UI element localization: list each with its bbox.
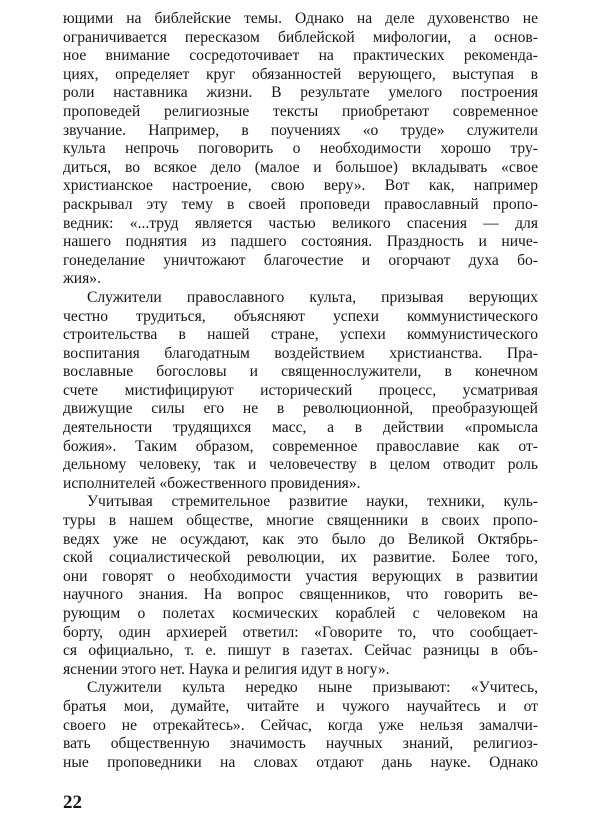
text-line: Служители православного культа, призывая верующих [87,288,538,306]
text-line: ограничивается пересказом библейской мифологии, а основ- [63,28,538,46]
text-line: нашего поднятия из падшего состояния. Праздность и ниче- [63,233,538,251]
text-line: христианское настроение, свою веру». Вот как, например [63,177,538,195]
text-line: Учитывая стремительное развитие науки, техники, куль- [87,493,538,511]
text-line: воспитания благодатным воздействием христианства. Пра- [63,344,538,362]
text-line: деятельности трудящихся масс, а в действии «промысла [63,419,538,437]
text-line: диться, во всякое дело (малое и большое) вкладывать «свое [63,158,538,176]
text-line: дельному человеку, так и человечеству в целом отводит роль [63,456,538,474]
text-line: братья мои, думайте, читайте и чужого научайтесь и от [63,697,538,715]
text-line: ведник: «...труд является частью великого спасения — для [63,214,538,232]
text-line: ведях уже не осуждают, как это было до Великой Октябрь- [63,530,538,548]
text-line: вать общественную значимость научных знаний, религиоз- [63,735,538,753]
paragraph [63,10,538,289]
page-number: 22 [63,792,82,813]
text-line: они говорят о необходимости участия верующих в развитии [63,567,538,585]
text-line: яснении этого нет. Наука и религия идут в ногу». [63,660,390,678]
text-line: туры в нашем обществе, многие священники в своих пропо- [63,512,538,530]
text-line: звучание. Например, в поучениях «о труде» служители [63,121,538,139]
text-line: гонеделание уничтожают благочестие и огорчают духа бо- [63,251,538,269]
text-line: счете мистифицируют исторический процесс, усматривая [63,381,538,399]
text-line: ное внимание сосредоточивает на практических рекоменда- [63,47,538,65]
text-line: ющими на библейские темы. Однако на деле духовенство не [63,10,538,27]
text-line: исполнителей «божественного провидения». [63,474,361,492]
text-line: культа непрочь поговорить о необходимости хорошо тру- [63,140,538,158]
text-line: вославные богословы и священнослужители, в конечном [63,363,538,381]
text-line: божия». Таким образом, современное православие как от- [63,437,538,455]
paragraph [63,289,538,494]
text-line: ные проповедники на словах отдают дань науке. Однако [63,753,538,771]
text-line: ся официально, т. е. пишут в газетах. Сейчас разницы в объ- [63,642,538,660]
paragraph [63,493,538,679]
text-line: борту, один архиерей ответил: «Говорите то, что сообщает- [63,623,538,641]
page-body [63,10,538,772]
text-line: движущие силы его не в революционной, преобразующей [63,400,538,418]
text-line: рующим о полетах космических кораблей с человеком на [63,605,538,622]
paragraph [63,679,538,772]
text-line: ской социалистической революции, их развитие. Более того, [63,549,538,567]
text-line: честно трудиться, объясняют успехи коммунистического [63,307,538,325]
text-line: строительства в нашей стране, успехи коммунистического [63,326,538,344]
text-line: раскрывал эту тему в своей проповеди православный пропо- [63,195,538,213]
text-line: циях, определяет круг обязанностей верующего, выступая в [63,65,538,83]
text-line: жия». [63,270,101,288]
text-line: Служители культа нередко ныне призывают: «Учитесь, [87,679,538,697]
text-line: научного знания. На вопрос священников, что говорить ве- [63,586,538,604]
text-line: своего не отрекайтесь». Сейчас, когда уже нельзя замалчи- [63,716,538,734]
text-line: роли наставника жизни. В результате умелого построения [63,84,538,102]
text-line: проповедей религиозные тексты приобретают современное [63,102,538,120]
